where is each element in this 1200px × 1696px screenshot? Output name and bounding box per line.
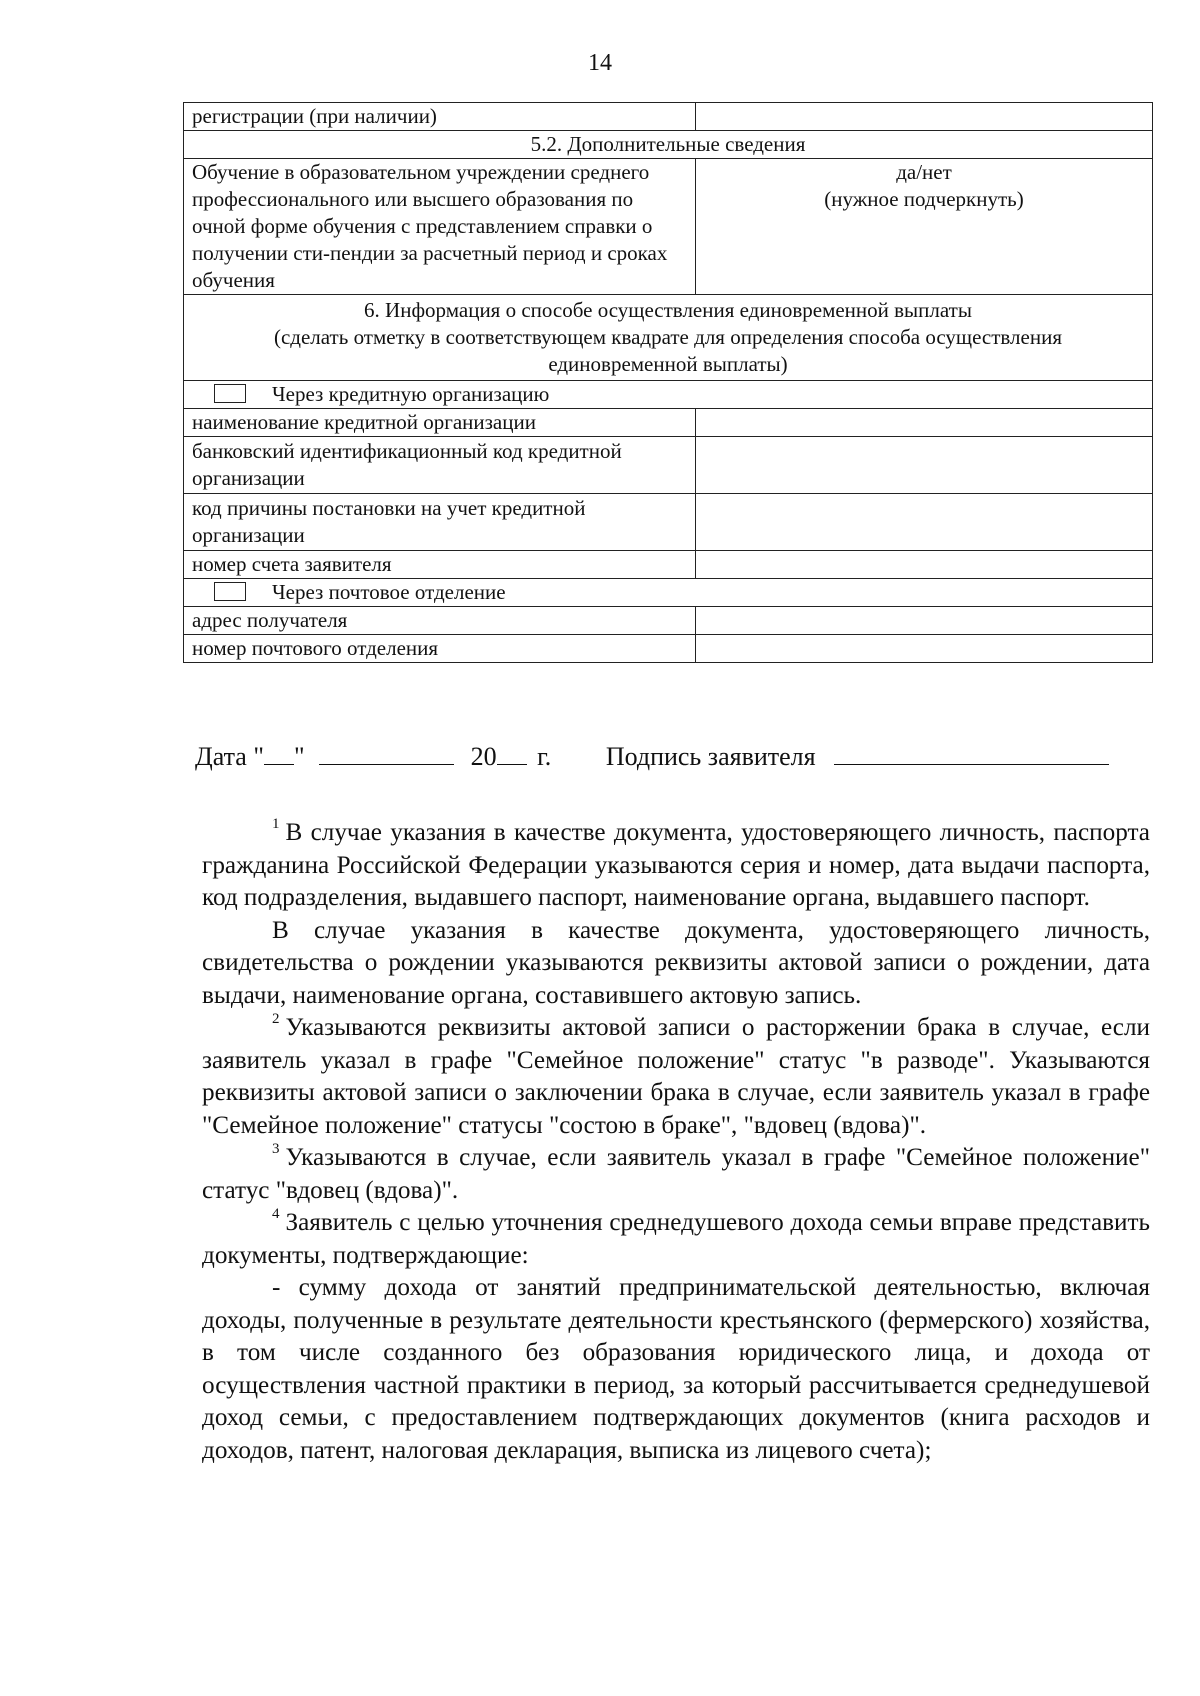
credit-bik-label: банковский идентификационный код кредитной организации	[184, 437, 696, 494]
footnote-text: - сумму дохода от занятий предпринимательской деятельностью, включая доходы, полученные в результате деятельности крестьянского (фермерского) хозяйства, в том числе созданного без образования юридического лица, и дохода от осуществления частной практики в период, за который рассчитывается среднедушевой доход семьи, с предоставлением подтверждающих документов (книга расходов и доходов, патент, налоговая декларация, выписка из лицевого счета);	[202, 1274, 1150, 1464]
signature-line	[195, 742, 1155, 772]
education-value[interactable]	[696, 159, 1153, 295]
date-label: Дата	[195, 742, 247, 771]
footnote-text: Указываются в случае, если заявитель указал в графе "Семейное положение" статус "вдовец (вдова)".	[202, 1144, 1150, 1204]
credit-name-value[interactable]	[696, 409, 1153, 437]
registration-label: регистрации (при наличии)	[184, 103, 696, 131]
credit-kpp-value[interactable]	[696, 494, 1153, 551]
year-prefix: 20	[470, 742, 497, 771]
footnote-mark: 3	[272, 1141, 280, 1157]
table-row	[184, 381, 1153, 409]
footnote-1	[202, 817, 1150, 915]
table-row	[184, 551, 1153, 579]
table-row	[184, 494, 1153, 551]
section-6-instruction: (сделать отметку в соответствующем квадрате для определения способа осуществления единовременной выплаты)	[273, 325, 1062, 376]
day-field[interactable]: " "	[253, 742, 305, 771]
page-number: 14	[588, 50, 612, 76]
credit-option-checkbox[interactable]	[214, 384, 246, 403]
footnote-mark: 4	[272, 1206, 280, 1222]
credit-kpp-label: код причины постановки на учет кредитной организации	[184, 494, 696, 551]
footnotes	[202, 817, 1150, 1467]
footnote-4	[202, 1207, 1150, 1272]
post-address-label: адрес получателя	[184, 607, 696, 635]
application-form-table	[183, 102, 1153, 663]
footnote-text: Заявитель с целью уточнения среднедушевого дохода семьи вправе представить документы, подтверждающие:	[202, 1209, 1150, 1269]
section-6-heading	[184, 295, 1153, 381]
option-credit-row	[184, 381, 1153, 409]
table-row	[184, 437, 1153, 494]
credit-option-label: Через кредитную организацию	[272, 382, 550, 406]
footnote-mark: 2	[272, 1011, 280, 1027]
option-post-row	[184, 579, 1153, 607]
table-row	[184, 409, 1153, 437]
table-row	[184, 607, 1153, 635]
credit-name-label: наименование кредитной организации	[184, 409, 696, 437]
post-address-value[interactable]	[696, 607, 1153, 635]
table-row	[184, 295, 1153, 381]
month-field[interactable]	[319, 744, 454, 765]
section-6-title: 6. Информация о способе осуществления единовременной выплаты	[364, 298, 972, 322]
registration-value[interactable]	[696, 103, 1153, 131]
footnote-2	[202, 1012, 1150, 1142]
yes-no-option: да/нет	[896, 160, 952, 184]
credit-bik-value[interactable]	[696, 437, 1153, 494]
section-5-2-heading: 5.2. Дополнительные сведения	[184, 131, 1153, 159]
footnote-text: В случае указания в качестве документа, удостоверяющего личность, свидетельства о рождении указываются реквизиты актовой записи о рождении, дата выдачи, наименование органа, составившего актовую запись.	[202, 916, 1150, 1009]
table-row	[184, 579, 1153, 607]
table-row	[184, 635, 1153, 663]
credit-account-value[interactable]	[696, 551, 1153, 579]
post-office-label: номер почтового отделения	[184, 635, 696, 663]
year-suffix: г.	[537, 742, 552, 771]
footnote-1-continued	[202, 915, 1150, 1013]
footnote-3	[202, 1142, 1150, 1207]
footnote-mark: 1	[272, 816, 280, 832]
footnote-4-item	[202, 1272, 1150, 1467]
post-option-checkbox[interactable]	[214, 582, 246, 601]
underline-hint: (нужное подчеркнуть)	[824, 187, 1024, 211]
table-row	[184, 131, 1153, 159]
post-office-value[interactable]	[696, 635, 1153, 663]
signature-label: Подпись заявителя	[605, 742, 816, 771]
credit-account-label: номер счета заявителя	[184, 551, 696, 579]
table-row	[184, 103, 1153, 131]
footnote-text: В случае указания в качестве документа, удостоверяющего личность, паспорта гражданина Российской Федерации указываются серия и номер, дата выдачи паспорта, код подразделения, выдавшего паспорт, наименование органа, выдавшего паспорт.	[202, 819, 1150, 911]
signature-field[interactable]	[834, 744, 1109, 765]
post-option-label: Через почтовое отделение	[272, 580, 506, 604]
table-row	[184, 159, 1153, 295]
education-label: Обучение в образовательном учреждении среднего профессионального или высшего образования по очной форме обучения с представлением справки о получении сти-пендии за расчетный период и сроках обучения	[184, 159, 696, 295]
year-field[interactable]	[471, 742, 527, 771]
footnote-text: Указываются реквизиты актовой записи о расторжении брака в случае, если заявитель указал в графе "Семейное положение" статус "в разводе". Указываются реквизиты актовой записи о заключении брака в случае, если заявитель указал в графе "Семейное положение" статусы "состою в браке", "вдовец (вдова)".	[202, 1014, 1150, 1139]
